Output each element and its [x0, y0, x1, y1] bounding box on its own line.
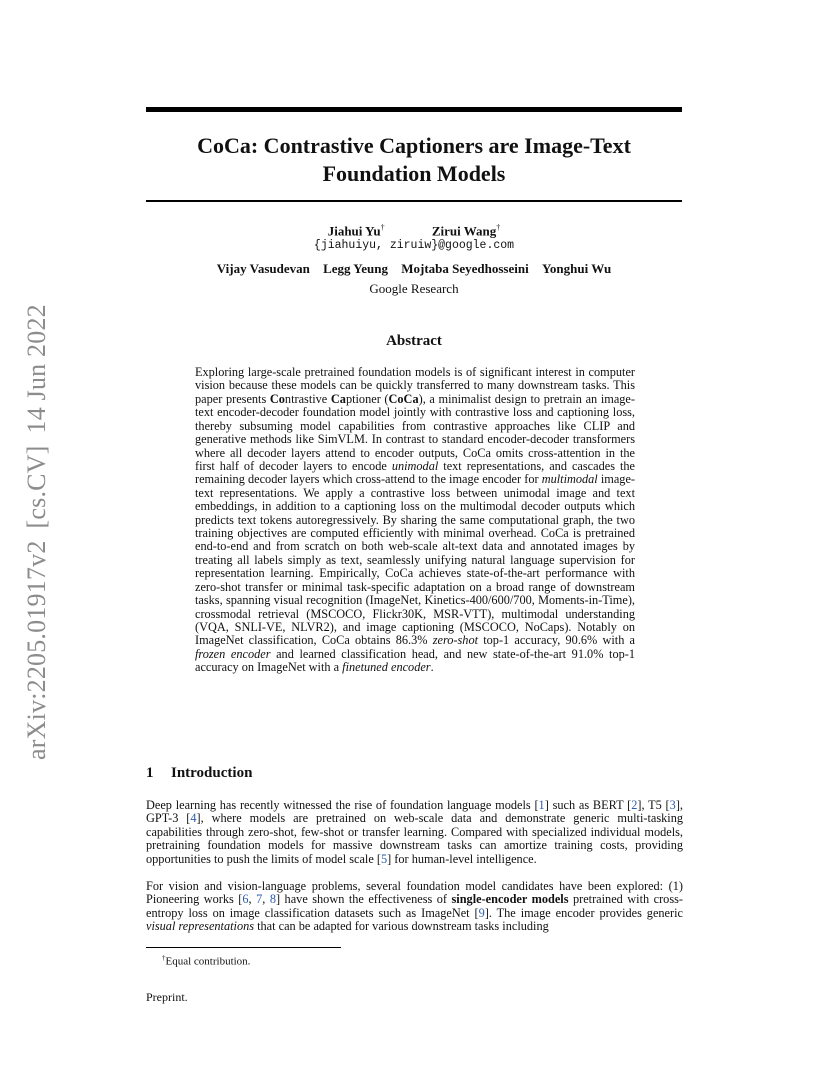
section-heading-introduction: [146, 765, 682, 782]
authors-list: [146, 261, 682, 277]
author-footnote-mark: †: [380, 223, 385, 232]
author-emails: {jiahuiyu, ziruiw}@google.com: [313, 239, 515, 252]
citation-link[interactable]: 6: [242, 892, 249, 907]
preprint-label: Preprint.: [146, 990, 188, 1004]
intro-paragraph-1: Deep learning has recently witnessed the rise of foundation language models [1] such as BERT [2], T5 [3], GPT-3 [4], where models are pretrained on web-scale data and demonstrate generic multi-tasking capabilities through zero-shot, few-shot or transfer learning. Compared with specialized individual models, pretraining foundation models for massive downstream tasks can amortize training costs, providing opportunities to push the limits of model scale [5] for human-level intelligence.: [146, 798, 684, 866]
author-name: Zirui Wang: [431, 223, 497, 239]
author-name: Yonghui Wu: [541, 261, 612, 276]
author: [328, 220, 385, 239]
arxiv-id: arXiv:2205.01917v2: [22, 540, 51, 760]
citation-link[interactable]: 5: [380, 851, 388, 866]
author-name: Legg Yeung: [323, 261, 388, 276]
intro-paragraph-2: For vision and vision-language problems, several foundation model candidates have been explored: (1) Pioneering works [6, 7, 8] have shown the effectiveness of single-encoder models pretrained with cross-entropy loss on image classification datasets such as ImageNet [9]. The image encoder provides generic visual representations that can be adapted for various downstream tasks including: [146, 879, 683, 934]
author-name: Vijay Vasudevan: [216, 261, 310, 276]
citation-link[interactable]: 8: [269, 892, 276, 907]
citation-link[interactable]: 9: [478, 905, 485, 920]
title-top-rule: [146, 107, 682, 112]
author: [432, 220, 500, 239]
abstract-heading: Abstract: [386, 333, 442, 349]
title-bottom-rule: [146, 200, 682, 202]
citation-link[interactable]: 4: [190, 811, 197, 826]
section-number: 1: [146, 765, 154, 781]
affiliation: Google Research: [369, 281, 459, 296]
citation-link[interactable]: 2: [631, 798, 638, 812]
footnote: [162, 951, 682, 969]
paper-title: [146, 132, 682, 188]
footnote-text: Equal contribution.: [165, 955, 251, 968]
title-line-1: CoCa: Contrastive Captioners are Image-Text: [197, 133, 631, 158]
title-line-2: Foundation Models: [322, 161, 506, 186]
footnote-rule: [146, 947, 341, 948]
abstract-text: Exploring large-scale pretrained foundation models is of significant interest in computer vision because these models can be quickly transferred to many downstream tasks. This paper presents Contrastive Captioner (CoCa), a minimalist design to pretrain an image-text encoder-decoder foundation model jointly with contrastive loss and captioning loss, thereby subsuming model capabilities from contrastive approaches like CLIP and generative methods like SimVLM. In contrast to standard encoder-decoder transformers where all decoder layers attend to encoder outputs, CoCa omits cross-attention in the first half of decoder layers to encode unimodal text representations, and cascades the remaining decoder layers which cross-attend to the image encoder for multimodal image-text representations. We apply a contrastive loss between unimodal image and text embeddings, in addition to a captioning loss on the multimodal decoder outputs which predicts text tokens autoregressively. By sharing the same computational graph, the two training objectives are computed efficiently with minimal overhead. CoCa is pretrained end-to-end and from scratch on both web-scale alt-text data and annotated images by treating all labels simply as text, seamlessly unifying natural language supervision for representation learning. Empirically, CoCa achieves state-of-the-art performance with zero-shot transfer or minimal task-specific adaptation on a broad range of downstream tasks, spanning visual recognition (ImageNet, Kinetics-400/600/700, Moments-in-Time), crossmodal retrieval (MSCOCO, Flickr30K, MSR-VTT), multimodal understanding (VQA, SNLI-VE, NLVR2), and image captioning (MSCOCO, NoCaps). Notably on ImageNet classification, CoCa obtains 86.3% zero-shot top-1 accuracy, 90.6% with a frozen encoder and learned classification head, and new state-of-the-art 91.0% top-1 accuracy on ImageNet with a finetuned encoder.: [195, 365, 635, 675]
author-name: Mojtaba Seyedhosseini: [401, 261, 529, 276]
arxiv-identifier-stamp: [16, 290, 58, 760]
footnote-mark: †: [162, 954, 166, 962]
author-footnote-mark: †: [496, 223, 501, 232]
arxiv-category: [cs.CV]: [22, 445, 51, 529]
authors-equal-contribution: [146, 220, 682, 239]
arxiv-date: 14 Jun 2022: [22, 304, 51, 434]
citation-link[interactable]: 7: [256, 892, 263, 907]
citation-link[interactable]: 3: [669, 798, 676, 812]
section-title: Introduction: [171, 765, 253, 781]
author-name: Jiahui Yu: [327, 223, 381, 239]
citation-link[interactable]: 1: [538, 798, 545, 812]
